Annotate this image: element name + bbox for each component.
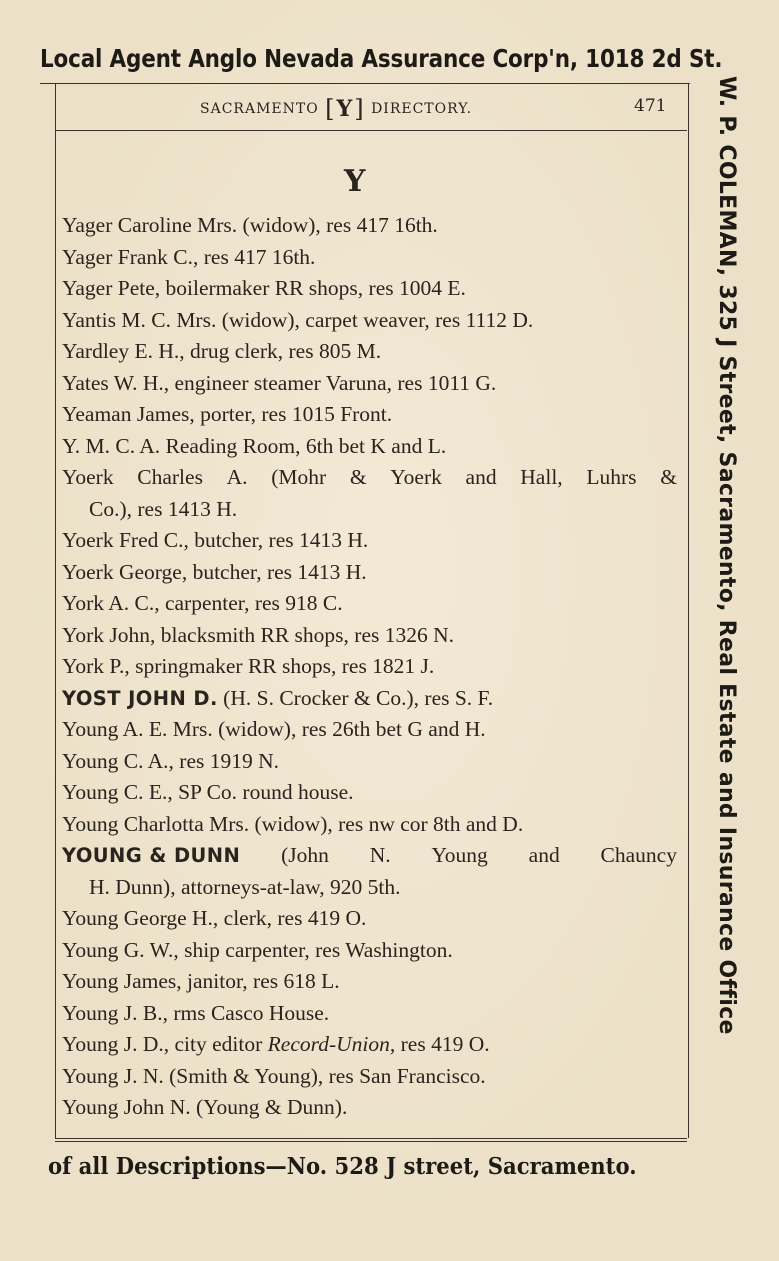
entry-word: Yoerk xyxy=(390,465,442,489)
entry-text: res 419 O. xyxy=(395,1032,490,1056)
directory-entry: Yeaman James, porter, res 1015 Front. xyxy=(62,402,393,426)
header-rule xyxy=(55,130,687,131)
directory-entry: Young George H., clerk, res 419 O. xyxy=(62,906,367,930)
entry-word: N. xyxy=(369,843,391,867)
entry-text: Young J. D., city editor xyxy=(62,1032,268,1056)
frame-bottom-rule xyxy=(55,1138,687,1139)
directory-entry: Yates W. H., engineer steamer Varuna, res 1011 G. xyxy=(62,370,497,395)
directory-entry: Yoerk Fred C., butcher, res 1413 H. xyxy=(62,528,369,552)
section-letter: Y xyxy=(344,164,366,199)
running-head-letter: Y xyxy=(336,96,354,122)
entry-word: and xyxy=(528,843,560,867)
directory-entry-continuation: H. Dunn), attorneys-at-law, 920 5th. xyxy=(89,874,401,899)
directory-entry: Yager Pete, boilermaker RR shops, res 1004 E. xyxy=(62,276,466,300)
top-advertisement: Local Agent Anglo Nevada Assurance Corp'n, 1018 2d St. xyxy=(40,44,723,73)
directory-entry: Yardley E. H., drug clerk, res 805 M. xyxy=(62,339,382,363)
entry-word: (Mohr xyxy=(271,465,327,489)
directory-entry: York P., springmaker RR shops, res 1821 J. xyxy=(62,654,435,678)
entry-word: Hall, xyxy=(520,465,563,489)
directory-entry: Young J. B., rms Casco House. xyxy=(62,1000,330,1025)
directory-entry: Young C. E., SP Co. round house. xyxy=(62,780,354,804)
directory-entry: Yantis M. C. Mrs. (widow), carpet weaver, res 1112 D. xyxy=(62,307,534,332)
directory-entry: Y. M. C. A. Reading Room, 6th bet K and L. xyxy=(62,433,447,458)
entry-word: Young xyxy=(431,843,488,867)
directory-entry: Yager Frank C., res 417 16th. xyxy=(62,244,316,269)
entry-word: A. xyxy=(226,465,248,489)
directory-entry-continuation: Co.), res 1413 H. xyxy=(89,496,238,521)
entry-word: & xyxy=(660,465,677,489)
directory-entry: Young Charlotta Mrs. (widow), res nw cor 8th and D. xyxy=(62,811,524,836)
bottom-advertisement: of all Descriptions—No. 528 J street, Sacramento. xyxy=(48,1153,637,1180)
entry-word: and xyxy=(465,465,497,489)
entry-name-bold: YOUNG & DUNN xyxy=(62,844,241,867)
running-head xyxy=(200,95,472,123)
entry-rest: (H. S. Crocker & Co.), res S. F. xyxy=(217,685,494,710)
directory-entry-bold xyxy=(62,683,677,715)
entry-word: Luhrs xyxy=(586,465,637,489)
directory-entry: Young A. E. Mrs. (widow), res 26th bet G and H. xyxy=(62,717,486,741)
directory-entry: Yager Caroline Mrs. (widow), res 417 16th. xyxy=(62,213,438,237)
directory-entry: Yoerk George, butcher, res 1413 H. xyxy=(62,559,367,584)
directory-entry: Young James, janitor, res 618 L. xyxy=(62,969,340,993)
directory-entry xyxy=(62,1029,677,1061)
entry-name-bold: YOST JOHN D. xyxy=(62,686,218,710)
bracket-left: [ xyxy=(325,95,336,123)
directory-entry: Young J. N. (Smith & Young), res San Francisco. xyxy=(62,1063,486,1088)
side-advertisement: W. P. COLEMAN, 325 J Street, Sacramento, Real Estate and Insurance Office xyxy=(714,76,739,1035)
directory-entries xyxy=(62,210,677,1124)
directory-entry: Young John N. (Young & Dunn). xyxy=(62,1095,348,1119)
page-number: 471 xyxy=(634,96,667,116)
entry-word: Chauncy xyxy=(600,843,677,867)
directory-entry-line1 xyxy=(62,462,677,494)
entry-italic: Record-Union, xyxy=(267,1032,396,1056)
running-head-title: DIRECTORY. xyxy=(371,101,473,117)
directory-entry-bold-line1 xyxy=(62,840,677,872)
running-head-city: SACRAMENTO xyxy=(200,101,319,117)
directory-entry: Young G. W., ship carpenter, res Washington. xyxy=(62,937,453,962)
directory-entry: York John, blacksmith RR shops, res 1326 N. xyxy=(62,622,455,647)
frame-bottom-rule-double xyxy=(55,1141,687,1142)
directory-entry: Young C. A., res 1919 N. xyxy=(62,748,280,773)
entry-word: (John xyxy=(281,843,329,867)
entry-word: & xyxy=(349,465,367,489)
bracket-right: ] xyxy=(354,95,365,123)
entry-word: Charles xyxy=(137,465,203,489)
entry-word: Yoerk xyxy=(62,465,114,489)
directory-entry: York A. C., carpenter, res 918 C. xyxy=(62,591,343,615)
